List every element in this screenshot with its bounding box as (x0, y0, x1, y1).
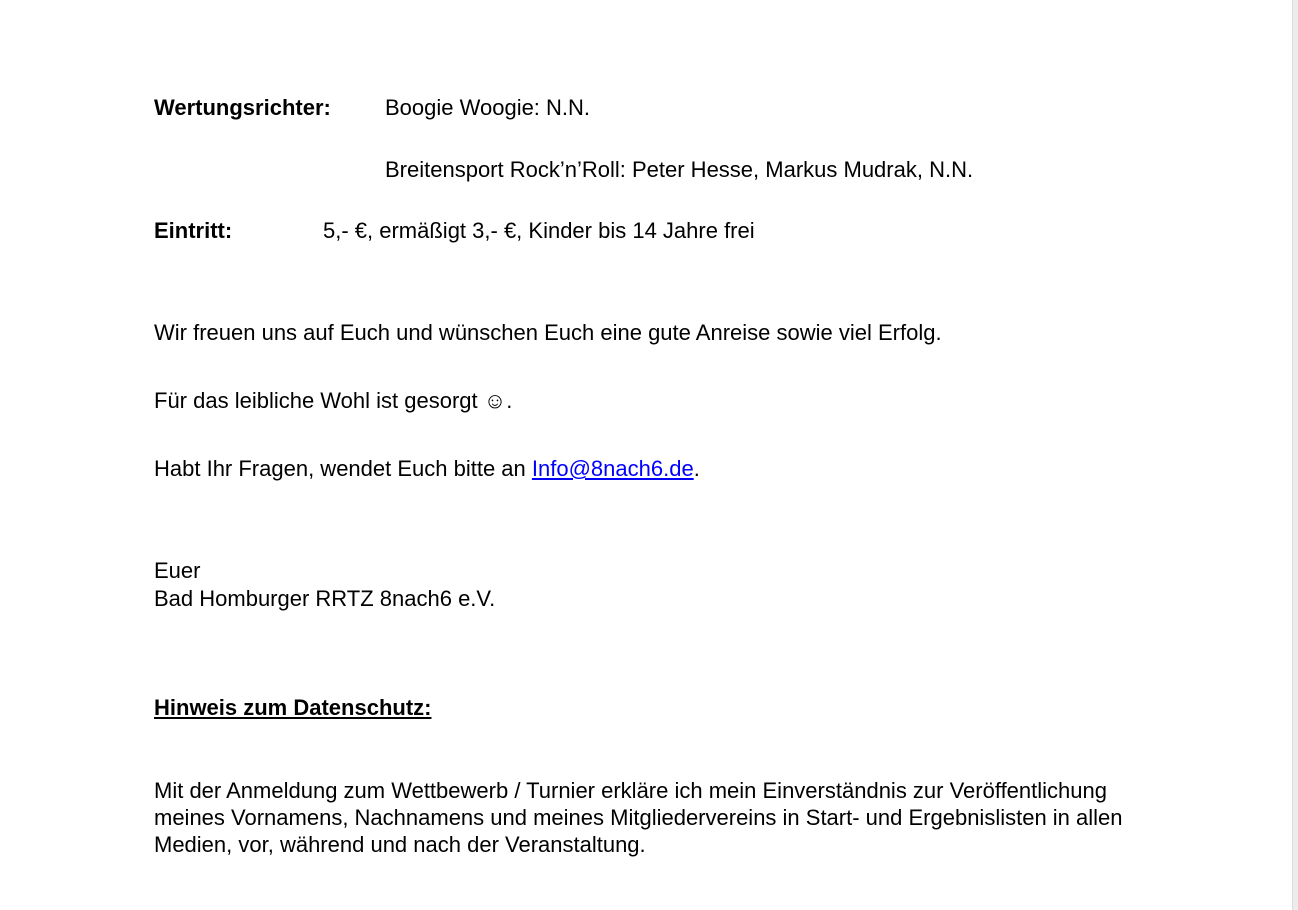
privacy-paragraph (154, 777, 1234, 858)
judges-label: Wertungsrichter: (154, 95, 331, 120)
entry-value: 5,- €, ermäßigt 3,- €, Kinder bis 14 Jahre frei (323, 218, 755, 243)
judges-breitensport: Breitensport Rock’n’Roll: Peter Hesse, Markus Mudrak, N.N. (385, 157, 974, 182)
privacy-line: Medien, vor, während und nach der Veranstaltung. (154, 832, 646, 857)
catering-text: Für das leibliche Wohl ist gesorgt ☺. (154, 388, 513, 413)
questions-period: . (693, 456, 700, 481)
signature-greeting: Euer (154, 558, 201, 583)
signature-club: Bad Homburger RRTZ 8nach6 e.V. (154, 586, 496, 611)
privacy-line: Mit der Anmeldung zum Wettbewerb / Turnier erkläre ich mein Einverständnis zur Veröffentlichung (154, 778, 1107, 803)
entry-label: Eintritt: (154, 218, 233, 243)
wishes-text: Wir freuen uns auf Euch und wünschen Euch eine gute Anreise sowie viel Erfolg. (154, 320, 942, 345)
email-link[interactable]: Info@8nach6.de (531, 456, 694, 481)
page-edge (1292, 0, 1298, 910)
questions-text: Habt Ihr Fragen, wendet Euch bitte an (154, 456, 532, 481)
judges-boogie-woogie: Boogie Woogie: N.N. (385, 95, 591, 120)
privacy-line: meines Vornamens, Nachnamens und meines Mitgliedervereins in Start- und Ergebnislisten in allen (154, 805, 1123, 830)
questions-paragraph (154, 456, 700, 482)
privacy-heading: Hinweis zum Datenschutz: (154, 695, 432, 720)
